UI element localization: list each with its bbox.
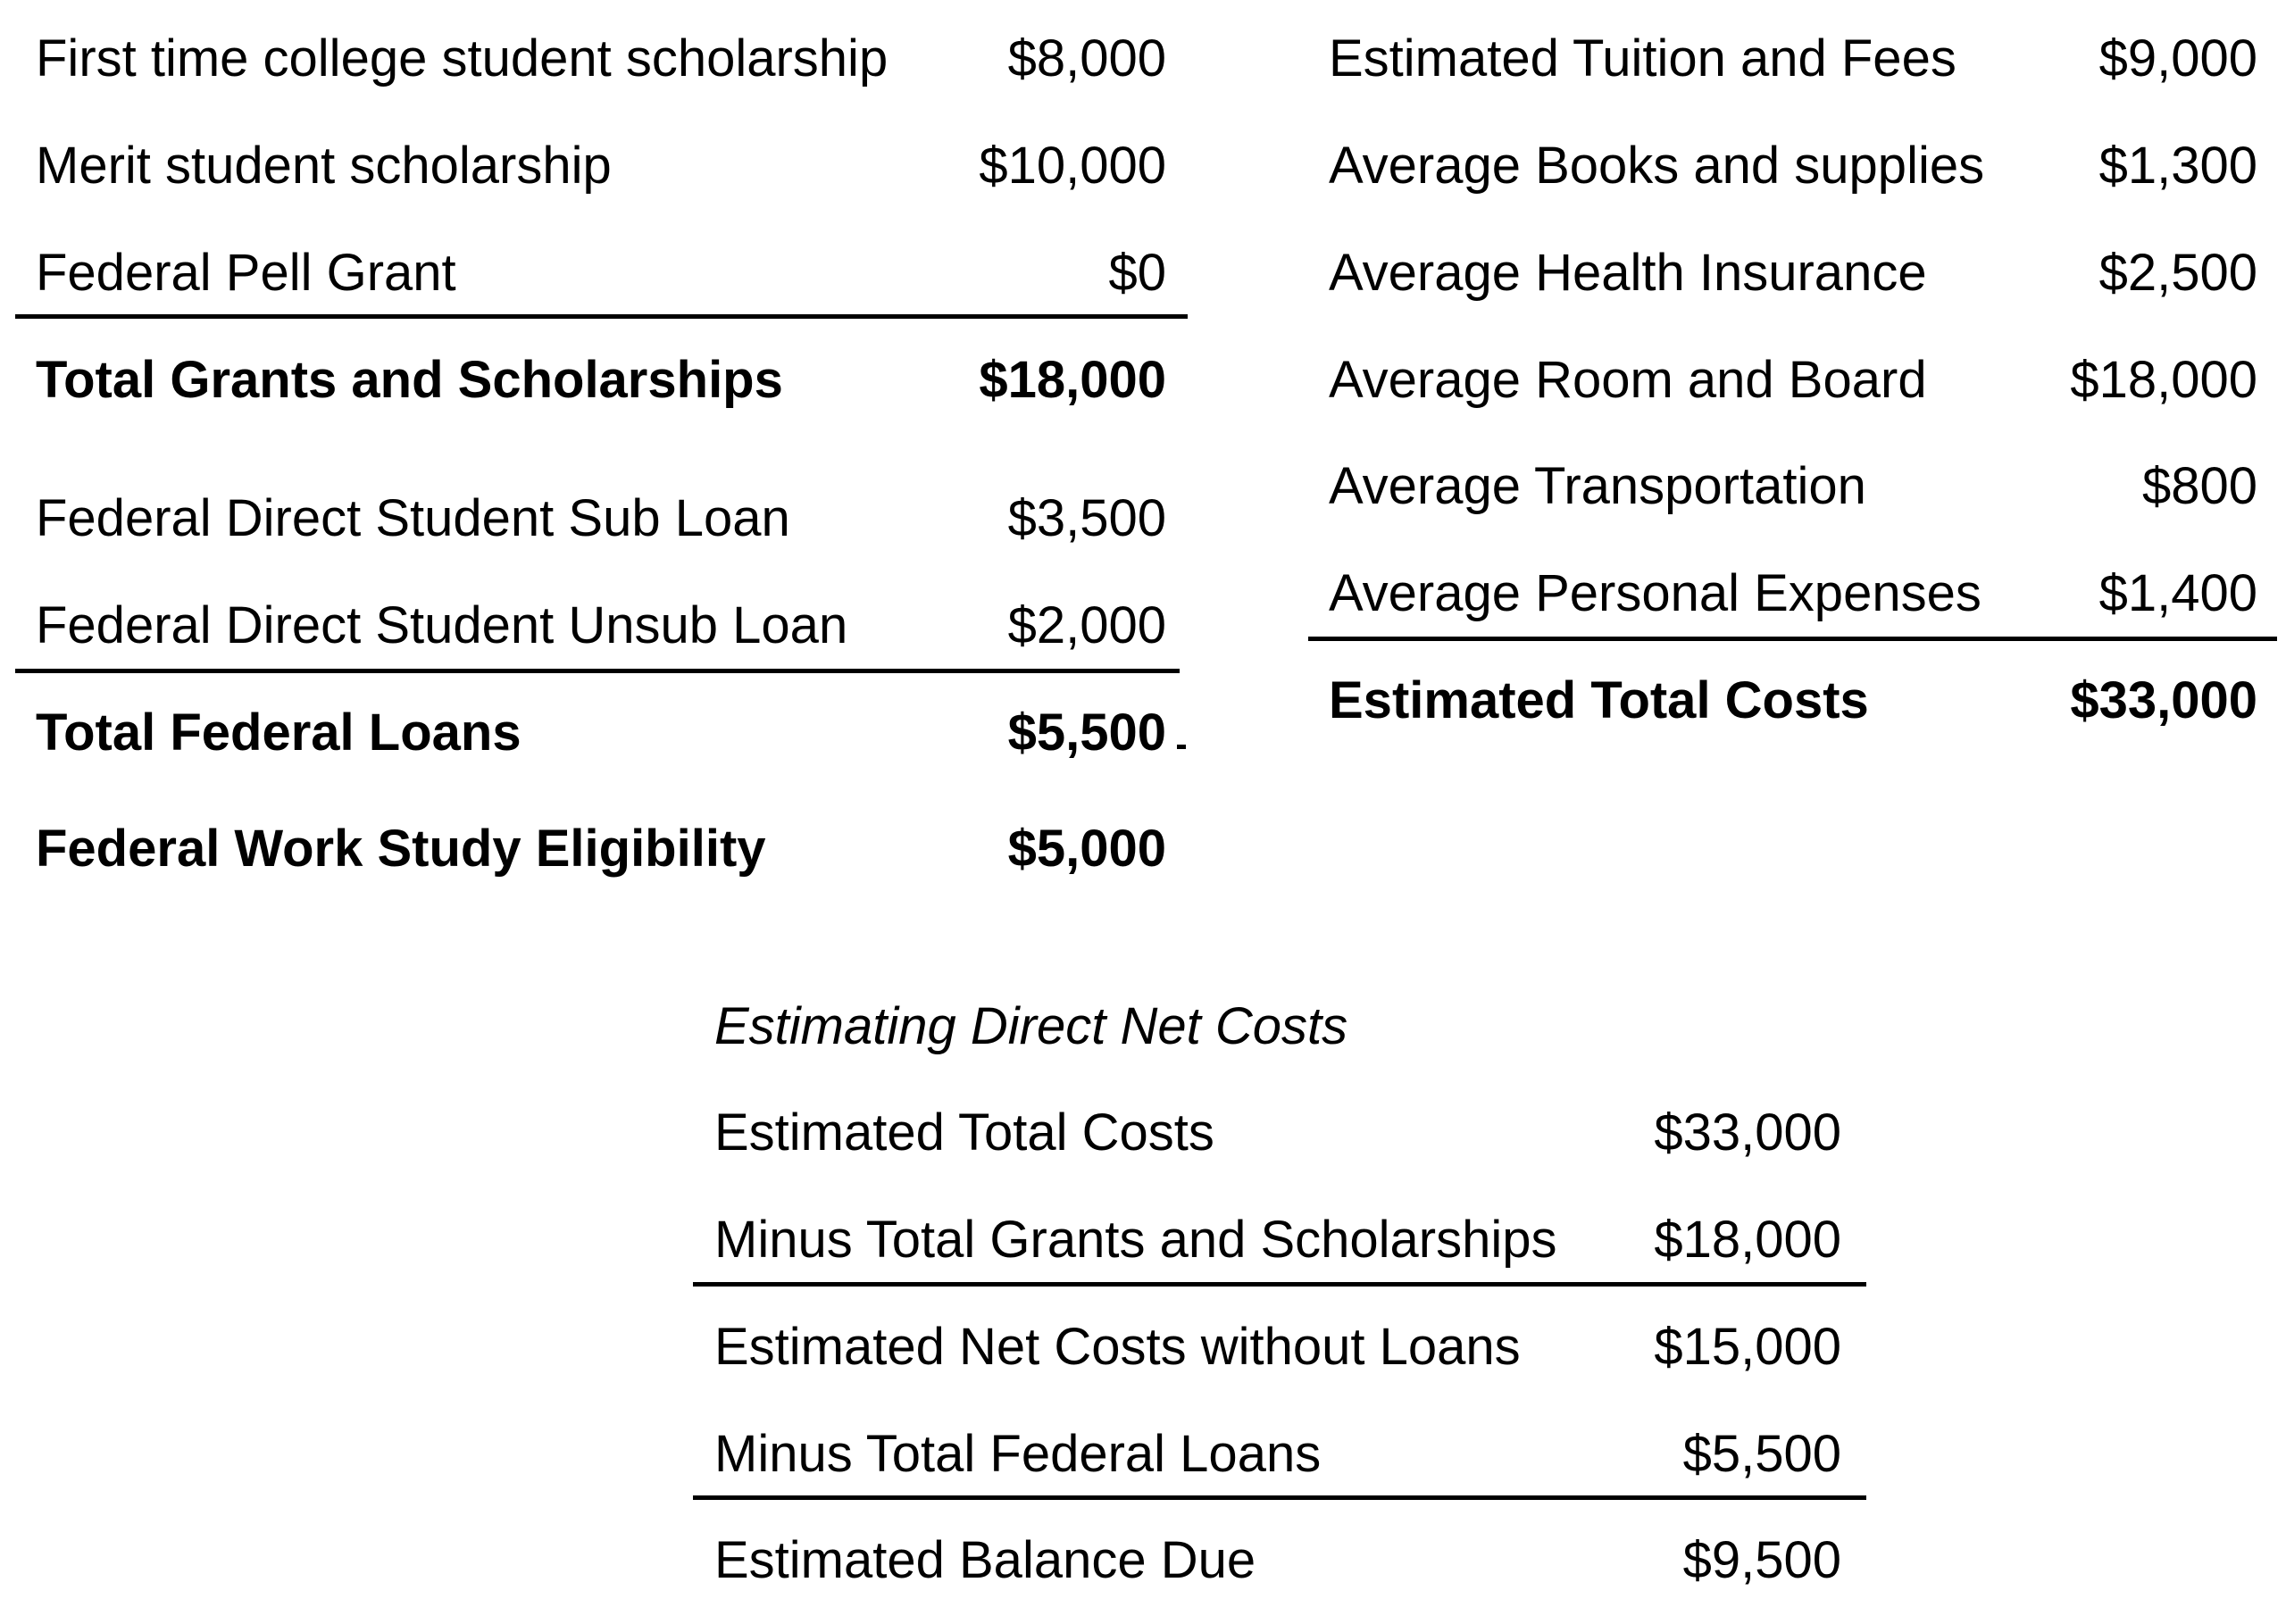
net-amount: $18,000: [1654, 1211, 1841, 1269]
cost-label: Average Transportation: [1329, 457, 1866, 515]
costs-divider: [1308, 637, 2277, 641]
net-row: [714, 1312, 1841, 1383]
grant-label: Federal Pell Grant: [36, 244, 456, 302]
loan-label: Federal Direct Student Unsub Loan: [36, 596, 848, 654]
cost-label: Estimated Tuition and Fees: [1329, 29, 1956, 87]
net-amount: $15,000: [1654, 1318, 1841, 1376]
net-amount: $33,000: [1654, 1103, 1841, 1162]
net-label: Estimated Net Costs without Loans: [714, 1318, 1521, 1376]
loans-total-row: [36, 697, 1166, 769]
costs-total-label: Estimated Total Costs: [1329, 671, 1869, 729]
cost-label: Average Books and supplies: [1329, 137, 1985, 195]
loans-total-amount: $5,500: [1007, 704, 1166, 762]
loan-row: [36, 483, 1166, 554]
net-amount: $5,500: [1682, 1425, 1841, 1483]
work-study-label: Federal Work Study Eligibility: [36, 820, 766, 878]
work-study-row: [36, 813, 1166, 885]
grant-row: [36, 23, 1166, 95]
stray-mark: [1177, 745, 1186, 749]
net-cost-heading-row: [714, 991, 1841, 1062]
loans-total-label: Total Federal Loans: [36, 704, 521, 762]
net-label: Minus Total Federal Loans: [714, 1425, 1322, 1483]
work-study-amount: $5,000: [1007, 820, 1166, 878]
cost-amount: $800: [2141, 457, 2257, 515]
costs-total-row: [1329, 665, 2257, 737]
balance-due-row: [714, 1525, 1841, 1596]
net-divider-2: [693, 1495, 1866, 1500]
cost-amount: $1,300: [2098, 137, 2257, 195]
loan-amount: $2,000: [1007, 596, 1166, 654]
balance-due-amount: $9,500: [1682, 1531, 1841, 1589]
net-row: [714, 1419, 1841, 1490]
net-row: [714, 1204, 1841, 1276]
grant-label: Merit student scholarship: [36, 137, 612, 195]
grant-row: [36, 130, 1166, 202]
loan-row: [36, 590, 1166, 662]
cost-amount: $18,000: [2070, 351, 2257, 409]
cost-amount: $1,400: [2098, 564, 2257, 622]
cost-amount: $9,000: [2098, 29, 2257, 87]
loan-amount: $3,500: [1007, 489, 1166, 547]
cost-label: Average Health Insurance: [1329, 244, 1927, 302]
grants-total-label: Total Grants and Scholarships: [36, 351, 783, 409]
cost-row: [1329, 130, 2257, 202]
grant-amount: $10,000: [979, 137, 1166, 195]
grant-amount: $0: [1108, 244, 1166, 302]
net-label: Estimated Total Costs: [714, 1103, 1214, 1162]
cost-amount: $2,500: [2098, 244, 2257, 302]
cost-row: [1329, 451, 2257, 522]
cost-row: [1329, 23, 2257, 95]
cost-label: Average Personal Expenses: [1329, 564, 1981, 622]
grant-amount: $8,000: [1007, 29, 1166, 87]
grants-total-amount: $18,000: [979, 351, 1166, 409]
net-row: [714, 1097, 1841, 1169]
loans-divider: [15, 669, 1180, 673]
loan-label: Federal Direct Student Sub Loan: [36, 489, 790, 547]
net-cost-heading: Estimating Direct Net Costs: [714, 997, 1348, 1055]
grants-divider: [15, 314, 1188, 319]
costs-total-amount: $33,000: [2070, 671, 2257, 729]
grant-row: [36, 237, 1166, 309]
cost-row: [1329, 345, 2257, 416]
cost-row: [1329, 558, 2257, 629]
balance-due-label: Estimated Balance Due: [714, 1531, 1256, 1589]
cost-row: [1329, 237, 2257, 309]
cost-label: Average Room and Board: [1329, 351, 1927, 409]
grants-total-row: [36, 345, 1166, 416]
grant-label: First time college student scholarship: [36, 29, 889, 87]
net-label: Minus Total Grants and Scholarships: [714, 1211, 1557, 1269]
net-divider-1: [693, 1282, 1866, 1287]
